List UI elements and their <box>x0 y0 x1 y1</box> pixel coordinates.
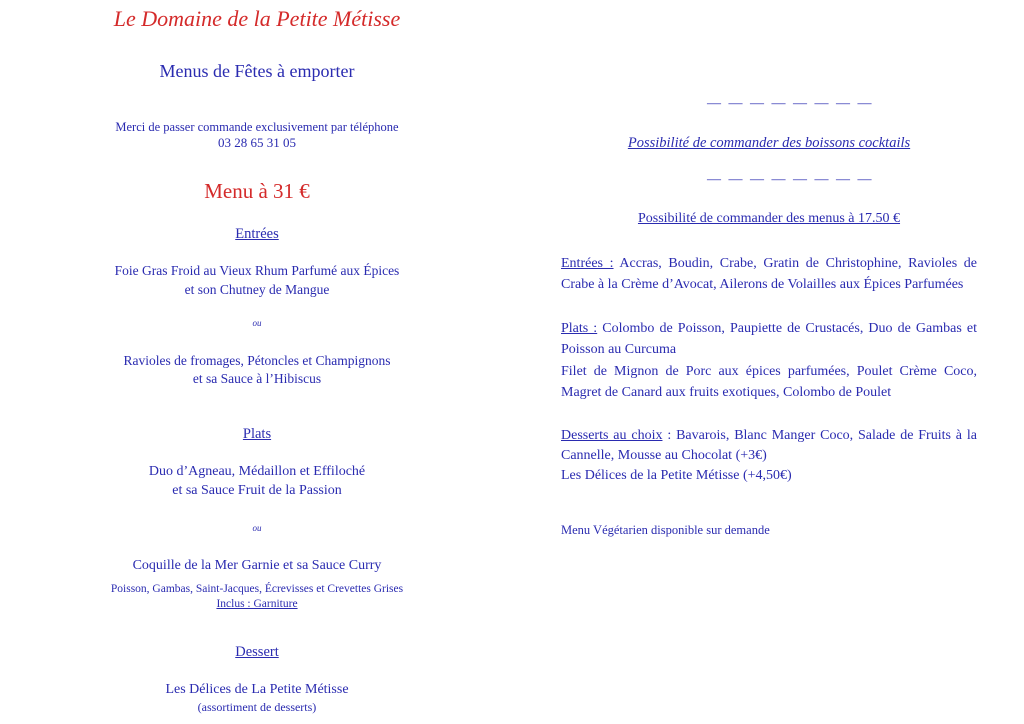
entrees-heading: Entrées <box>235 226 279 242</box>
entree2-line1: Ravioles de fromages, Pétoncles et Champignons <box>123 353 391 368</box>
desserts-label: Desserts au choix <box>561 428 663 443</box>
plats-label: Plats : <box>561 321 598 336</box>
plat2-line1: Coquille de la Mer Garnie et sa Sauce Curry <box>132 558 382 573</box>
dash-separator: — — — — — — — — <box>707 172 874 187</box>
phone-number: 03 28 65 31 05 <box>218 135 296 150</box>
entrees-label: Entrées : <box>561 256 614 271</box>
dessert-line1: Les Délices de La Petite Métisse <box>165 682 349 697</box>
menu-price: Menu à 31 € <box>204 179 310 203</box>
plats-paragraph <box>561 318 977 360</box>
desserts-paragraph <box>561 426 977 466</box>
entree1-line2: et son Chutney de Mangue <box>184 282 330 297</box>
plat2-garnish: Inclus : Garniture <box>216 598 298 610</box>
plats-text: Colombo de Poisson, Paupiette de Crustacés, Duo de Gambas et Poisson au Curcuma <box>561 321 977 357</box>
entree2-line2: et sa Sauce à l’Hibiscus <box>192 371 322 386</box>
entrees-text: Accras, Boudin, Crabe, Gratin de Christophine, Ravioles de Crabe à la Crème d’Avocat, Ailerons de Volailles aux Épices Parfumées <box>561 256 978 292</box>
restaurant-name: Le Domaine de la Petite Métisse <box>113 6 401 31</box>
desserts-paragraph-2: Les Délices de la Petite Métisse (+4,50€) <box>561 468 792 483</box>
plat2-detail: Poisson, Gambas, Saint-Jacques, Écrevisses et Crevettes Grises <box>110 583 404 595</box>
desserts-text: : Bavarois, Blanc Manger Coco, Salade de Fruits à la Cannelle, Mousse au Chocolat (+3€) <box>561 428 977 463</box>
plat1-line2: et sa Sauce Fruit de la Passion <box>172 483 342 498</box>
menus-title: Menus de Fêtes à emporter <box>159 61 355 81</box>
left-column <box>100 0 414 724</box>
order-note: Merci de passer commande exclusivement par téléphone <box>115 120 399 134</box>
plats-paragraph-2: Filet de Mignon de Porc aux épices parfumées, Poulet Crème Coco, Magret de Canard aux fruits exotiques, Colombo de Poulet <box>561 364 977 400</box>
dessert-heading: Dessert <box>235 644 279 660</box>
plat1-line1: Duo d’Agneau, Médaillon et Effiloché <box>148 464 366 479</box>
plats-heading: Plats <box>242 426 272 442</box>
dessert-line2: (assortiment de desserts) <box>197 700 317 714</box>
menus-price-note: Possibilité de commander des menus à 17.50 € <box>637 211 901 226</box>
or-separator: ou <box>252 523 262 533</box>
or-separator: ou <box>252 318 262 328</box>
right-column <box>561 0 977 724</box>
cocktails-note: Possibilité de commander des boissons cocktails <box>627 135 911 151</box>
entree1-line1: Foie Gras Froid au Vieux Rhum Parfumé aux Épices <box>114 263 400 278</box>
vegetarian-note: Menu Végétarien disponible sur demande <box>561 523 770 537</box>
dash-separator: — — — — — — — — <box>707 96 874 111</box>
entrees-paragraph <box>561 253 977 295</box>
